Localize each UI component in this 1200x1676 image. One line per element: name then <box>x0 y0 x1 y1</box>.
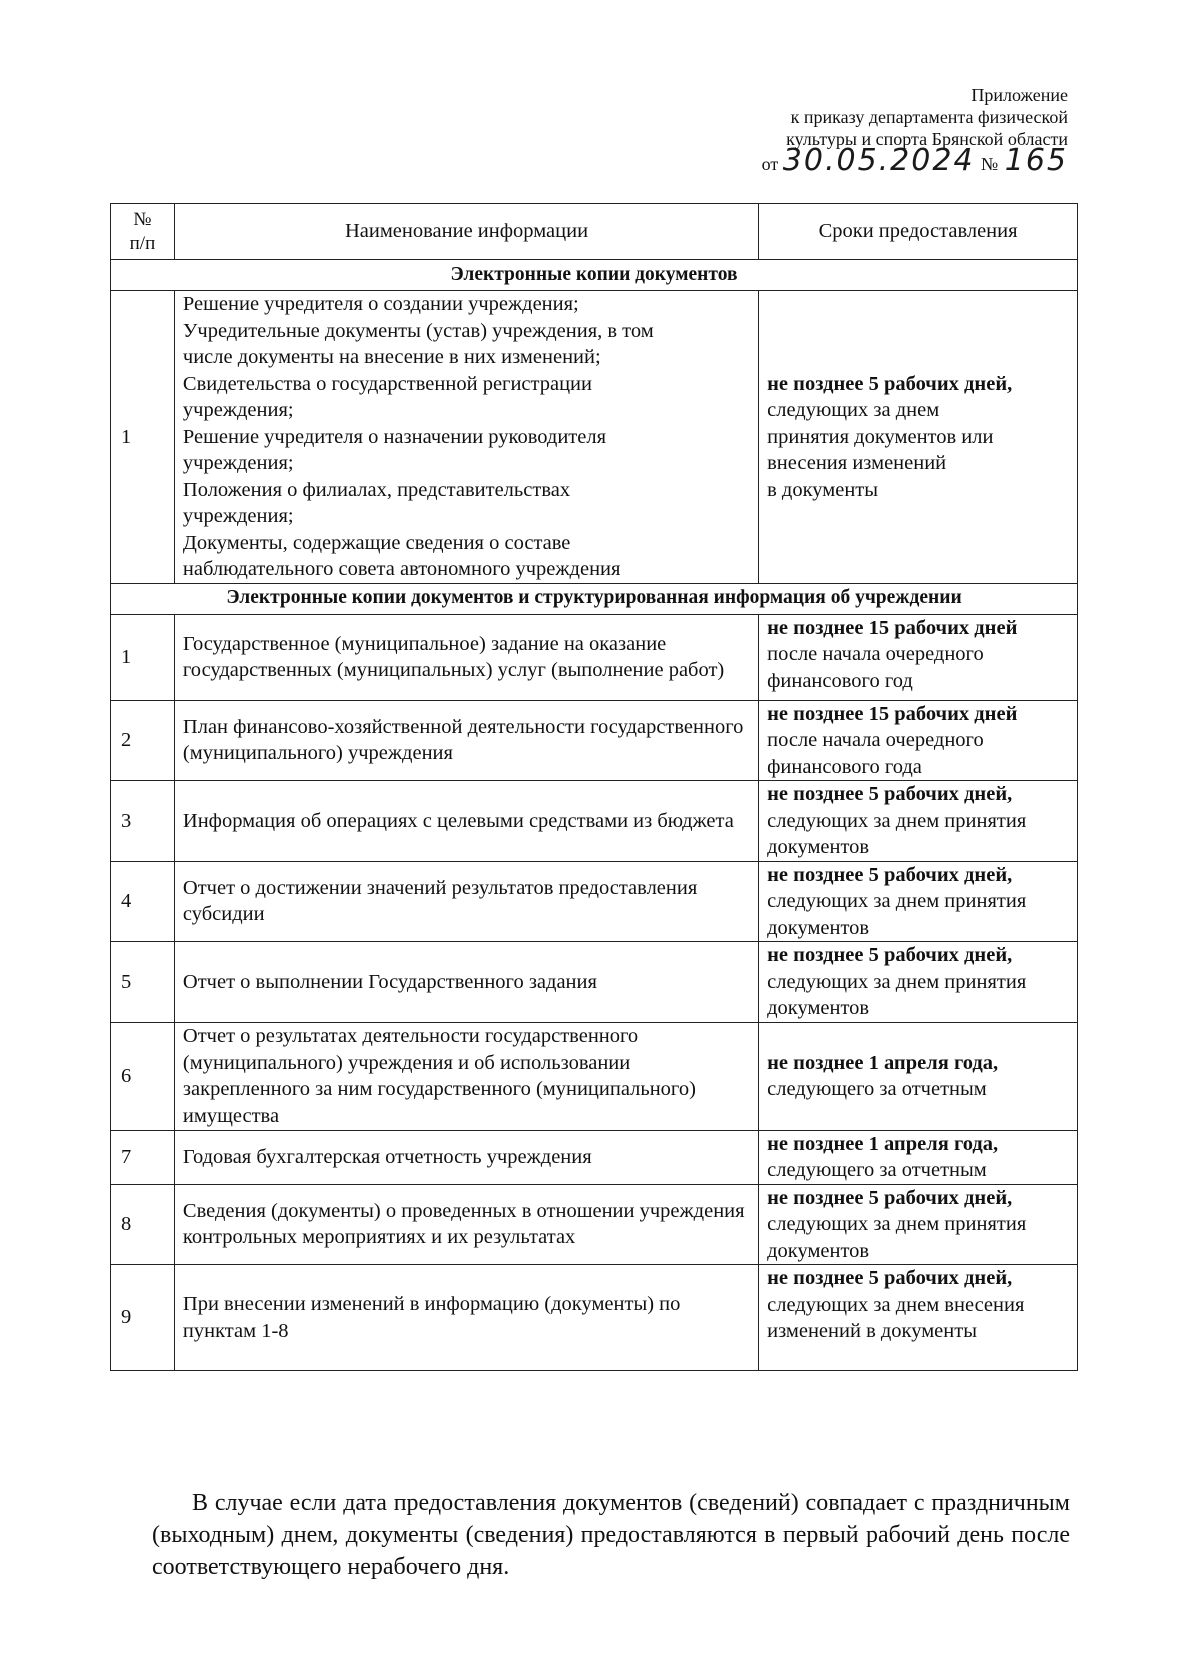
row-term <box>759 1130 1078 1184</box>
name-line: наблюдательного совета автономного учреждения <box>182 558 621 580</box>
row-name: План финансово-хозяйственной деятельности государственного (муниципального) учреждения <box>174 700 758 781</box>
term-bold: не позднее 5 рабочих дней, <box>767 1267 1013 1289</box>
row-term <box>759 942 1078 1023</box>
term-rest: следующих за днем принятия документов <box>767 970 1027 1019</box>
row-term <box>759 1184 1078 1265</box>
section-title-row <box>111 583 1078 614</box>
closing-paragraph: В случае если дата предоставления документов (сведений) совпадает с праздничным (выходным) днем, документы (сведения) предоставляются в первый рабочий день после соответствующего нерабочего дня. <box>152 1490 1070 1580</box>
table-row <box>111 1130 1078 1184</box>
table-header-row <box>111 204 1078 260</box>
table-row <box>111 1184 1078 1265</box>
table-row <box>111 614 1078 700</box>
row-term <box>759 781 1078 862</box>
name-line: учреждения; <box>182 399 294 421</box>
name-line: Положения о филиалах, представительствах <box>182 478 571 501</box>
row-num: 9 <box>111 1265 175 1371</box>
information-table <box>110 203 1078 1371</box>
row-num: 4 <box>111 861 175 942</box>
name-line: Свидетельства о государственной регистрации <box>182 372 592 395</box>
appendix-header <box>700 84 1068 184</box>
row-term <box>759 861 1078 942</box>
term-bold: не позднее 5 рабочих дней, <box>767 372 1013 395</box>
row-term <box>759 1265 1078 1371</box>
term-line: в документы <box>767 478 879 501</box>
term-line: следующих за днем <box>767 399 940 421</box>
row-num: 5 <box>111 942 175 1023</box>
term-rest: следующего за отчетным <box>767 1159 987 1181</box>
term-rest: после начала очередного финансового года <box>767 729 984 778</box>
term-line: внесения изменений <box>767 452 947 474</box>
row-term <box>759 614 1078 700</box>
term-rest: следующих за днем принятия документов <box>767 890 1027 939</box>
row-num: 2 <box>111 700 175 781</box>
header-num: № п/п <box>111 204 175 260</box>
appendix-title: Приложение <box>971 85 1068 105</box>
section-title-row <box>111 260 1078 291</box>
header-term: Сроки предоставления <box>759 204 1078 260</box>
row-num: 8 <box>111 1184 175 1265</box>
table-row <box>111 291 1078 584</box>
term-rest: следующих за днем принятия документов <box>767 1213 1027 1262</box>
header-name: Наименование информации <box>174 204 758 260</box>
name-line: учреждения; <box>182 505 294 527</box>
term-line: принятия документов или <box>767 425 994 448</box>
name-line: Решение учредителя о назначении руководителя <box>182 425 607 448</box>
table-row <box>111 1265 1078 1371</box>
term-bold: не позднее 5 рабочих дней, <box>767 863 1013 886</box>
row-name: Отчет о достижении значений результатов предоставления субсидии <box>174 861 758 942</box>
term-bold: не позднее 1 апреля года, <box>767 1132 999 1155</box>
table-row <box>111 861 1078 942</box>
term-bold: не позднее 1 апреля года, <box>767 1051 999 1074</box>
term-bold: не позднее 5 рабочих дней, <box>767 783 1013 805</box>
table-row <box>111 781 1078 862</box>
row-name: Сведения (документы) о проведенных в отношении учреждения контрольных мероприятиях и их результатах <box>174 1184 758 1265</box>
handwritten-order-number: 165 <box>1004 143 1068 178</box>
term-rest: следующих за днем внесения изменений в документы <box>767 1293 1025 1342</box>
term-bold: не позднее 5 рабочих дней, <box>767 1186 1013 1209</box>
term-rest: после начала очередного финансового год <box>767 643 984 692</box>
section1-title: Электронные копии документов <box>111 260 1078 291</box>
row-num: 7 <box>111 1130 175 1184</box>
name-line: Документы, содержащие сведения о составе <box>182 531 571 554</box>
row-term <box>759 1022 1078 1130</box>
row-num: 6 <box>111 1022 175 1130</box>
row-num: 1 <box>111 614 175 700</box>
row-term <box>759 700 1078 781</box>
row-num: 3 <box>111 781 175 862</box>
term-bold: не позднее 15 рабочих дней <box>767 616 1018 639</box>
row-name <box>174 291 758 584</box>
table-row <box>111 942 1078 1023</box>
row-name: Информация об операциях с целевыми средствами из бюджета <box>174 781 758 862</box>
term-rest: следующего за отчетным <box>767 1078 987 1100</box>
row-num: 1 <box>111 291 175 584</box>
row-name: Государственное (муниципальное) задание на оказание государственных (муниципальных) услуг (выполнение работ) <box>174 614 758 700</box>
name-line: числе документы на внесение в них изменений; <box>182 346 601 368</box>
row-name: При внесении изменений в информацию (документы) по пунктам 1-8 <box>174 1265 758 1371</box>
handwritten-date: 30.05.2024 <box>782 143 975 178</box>
row-term <box>759 291 1078 584</box>
term-rest: следующих за днем принятия документов <box>767 809 1027 858</box>
row-name: Годовая бухгалтерская отчетность учреждения <box>174 1130 758 1184</box>
name-line: Учредительные документы (устав) учреждения, в том <box>182 319 654 342</box>
name-line: Решение учредителя о создании учреждения; <box>182 293 579 315</box>
appendix-department-line: культуры и спорта Брянской области <box>786 129 1068 149</box>
appendix-order-line: к приказу департамента физической <box>790 107 1068 127</box>
table-row <box>111 700 1078 781</box>
row-name: Отчет о выполнении Государственного задания <box>174 942 758 1023</box>
term-bold: не позднее 15 рабочих дней <box>767 702 1018 725</box>
date-prefix: от <box>761 154 779 174</box>
section2-title: Электронные копии документов и структурированная информация об учреждении <box>111 583 1078 614</box>
term-bold: не позднее 5 рабочих дней, <box>767 944 1013 966</box>
row-name: Отчет о результатах деятельности государственного (муниципального) учреждения и об использовании закрепленного за ним государственного (муниципального) имущества <box>174 1022 758 1130</box>
name-line: учреждения; <box>182 452 294 474</box>
table-row <box>111 1022 1078 1130</box>
number-sign: № <box>981 154 999 174</box>
order-date-line <box>700 143 1068 184</box>
